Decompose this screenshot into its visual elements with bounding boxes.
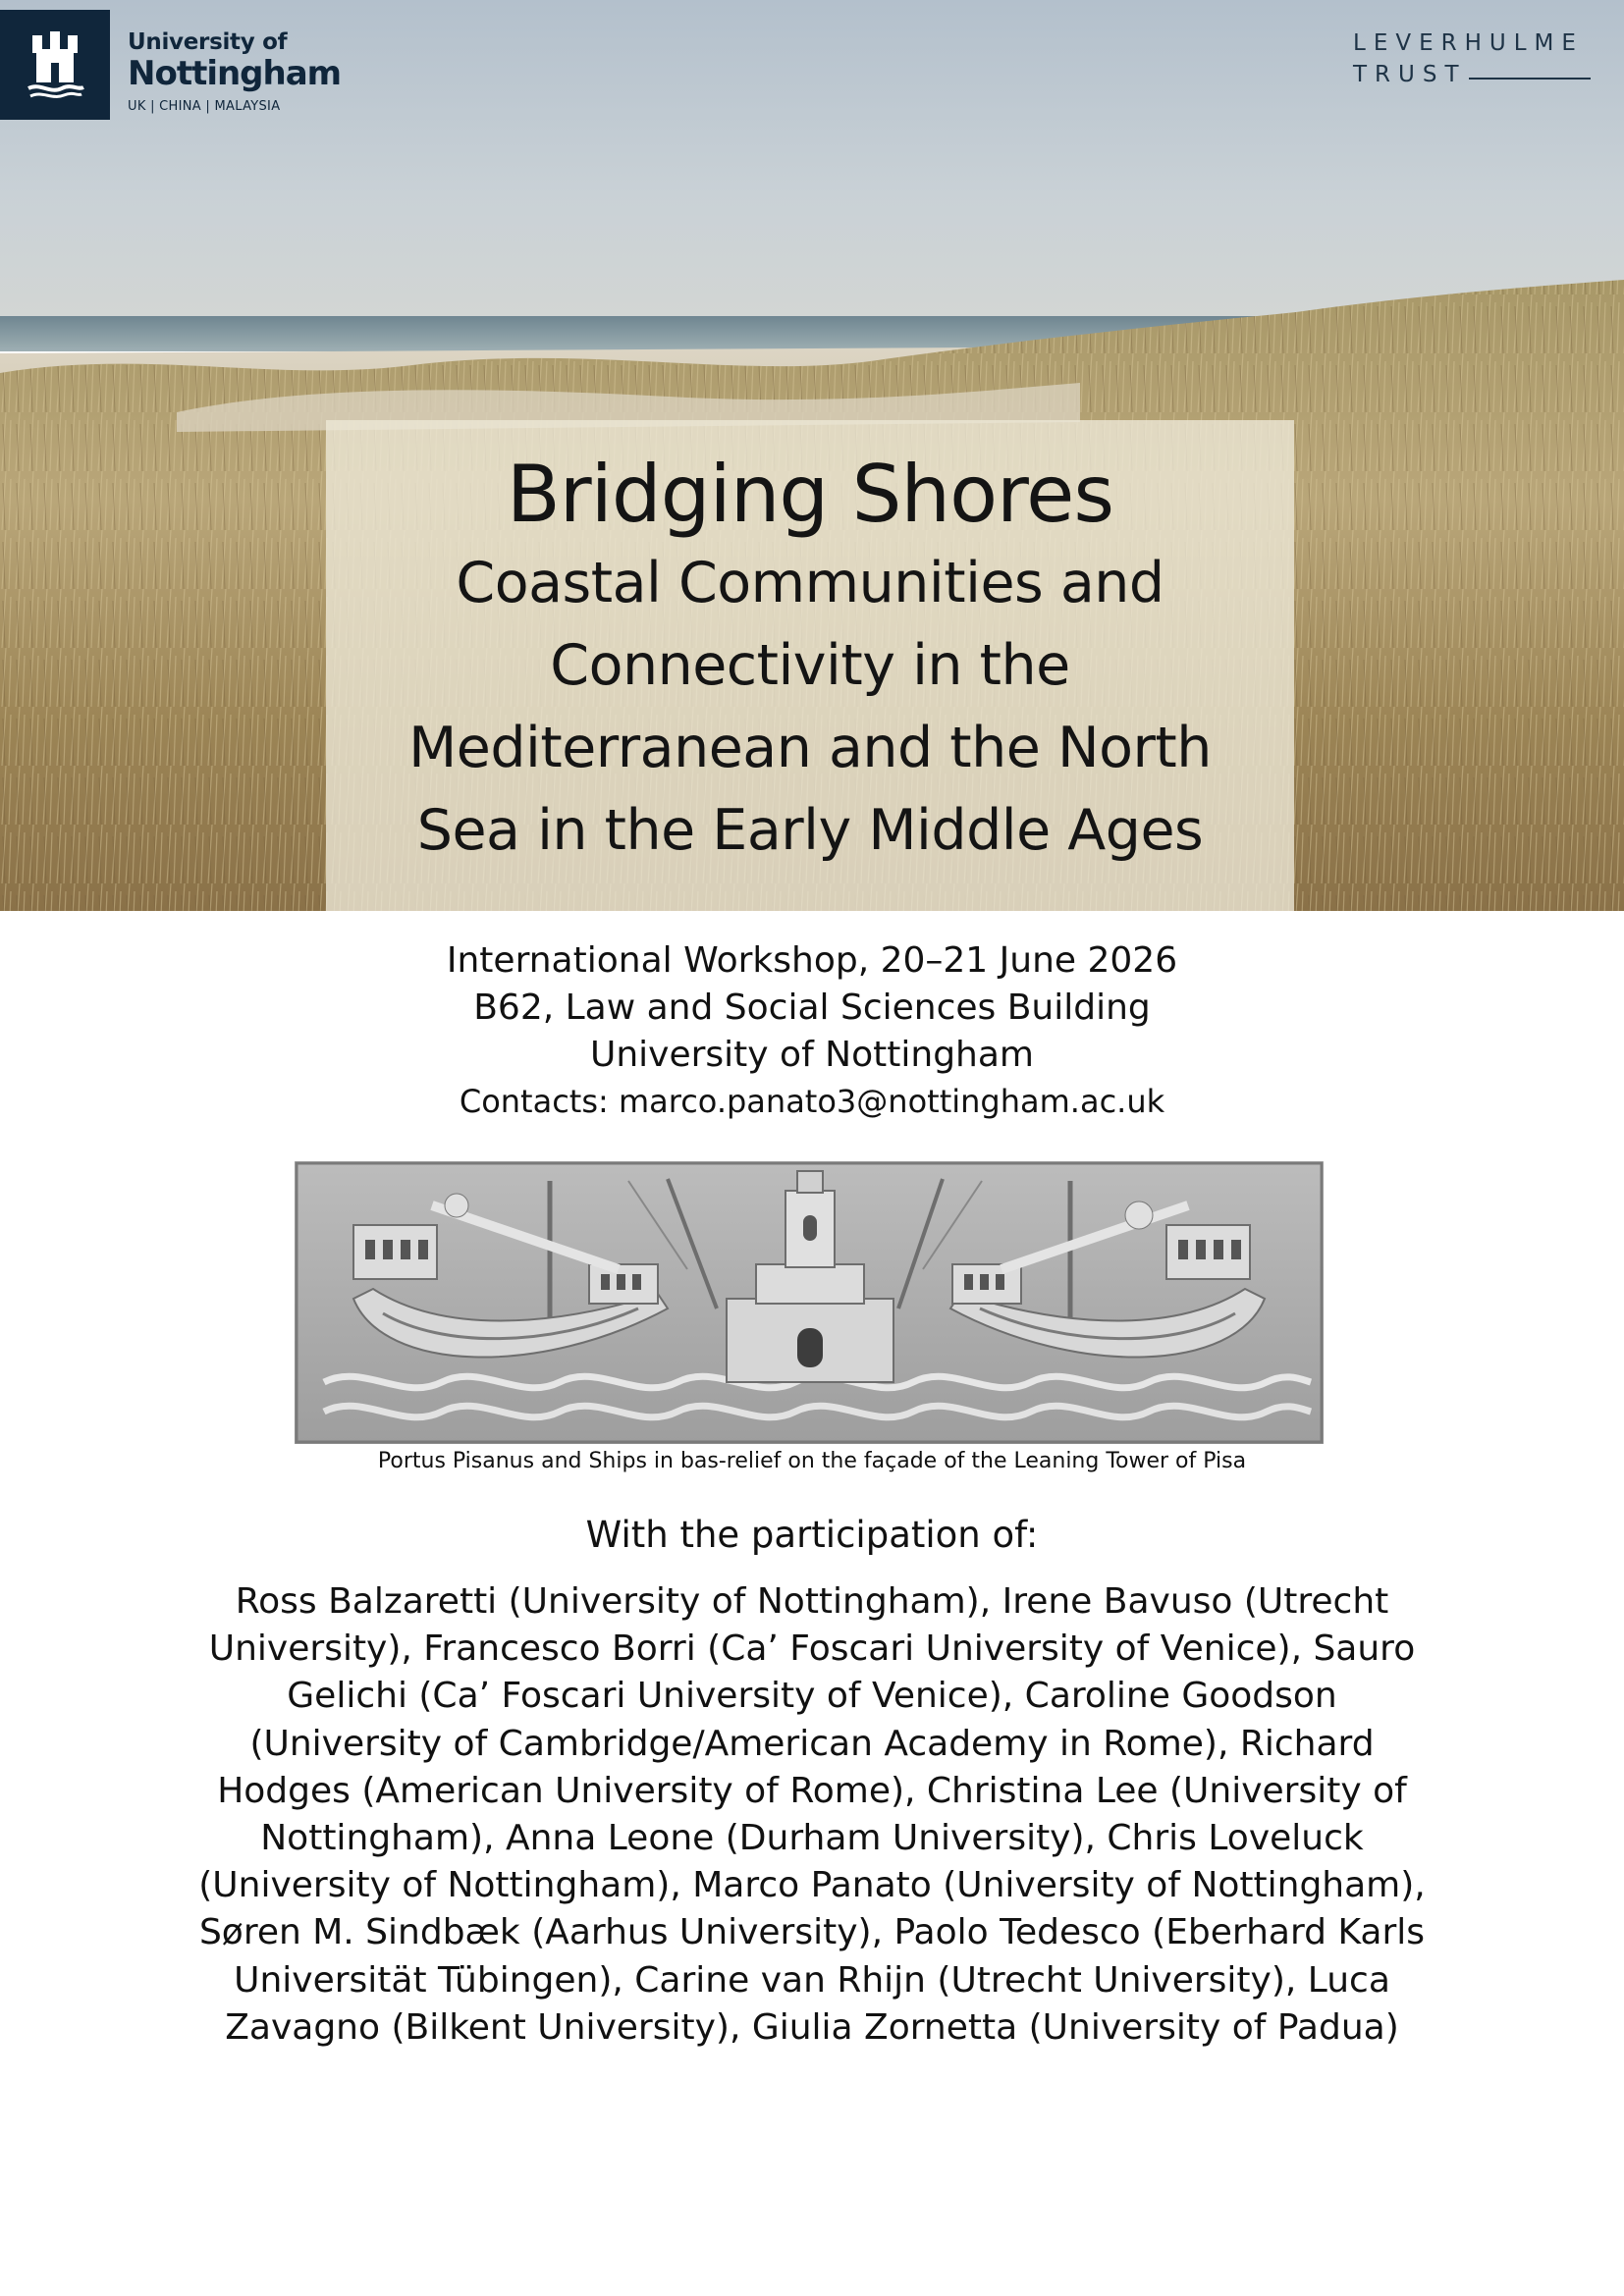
university-wordmark-line2: Nottingham bbox=[128, 54, 342, 93]
leverhulme-wordmark: LEVERHULME bbox=[1353, 30, 1584, 56]
participants-line: University), Francesco Borri (Ca’ Foscari University of Venice), Sauro bbox=[208, 1629, 1416, 1670]
participants-line: (University of Nottingham), Marco Panato (University of Nottingham), bbox=[198, 1865, 1426, 1906]
bas-relief-image bbox=[295, 1161, 1324, 1444]
participants-line: Nottingham), Anna Leone (Durham University), Chris Loveluck bbox=[260, 1818, 1364, 1859]
event-contact: Contacts: marco.panato3@nottingham.ac.uk bbox=[459, 1083, 1165, 1120]
title-panel bbox=[326, 420, 1294, 911]
participants-line: Universität Tübingen), Carine van Rhijn (Utrecht University), Luca bbox=[234, 1959, 1390, 2001]
university-crest-logo bbox=[0, 10, 110, 120]
trust-wordmark: TRUST bbox=[1353, 62, 1467, 87]
participants-line: Ross Balzaretti (University of Nottingham), Irene Bavuso (Utrecht bbox=[235, 1581, 1389, 1622]
subtitle-line-4: Sea in the Early Middle Ages bbox=[416, 798, 1204, 863]
bas-relief-ships-illustration bbox=[295, 1161, 1324, 1444]
event-institution: University of Nottingham bbox=[590, 1035, 1034, 1075]
event-venue: B62, Law and Social Sciences Building bbox=[473, 988, 1151, 1028]
subtitle-line-1: Coastal Communities and bbox=[456, 551, 1164, 615]
image-caption: Portus Pisanus and Ships in bas-relief on the façade of the Leaning Tower of Pisa bbox=[377, 1449, 1247, 1473]
participants-line: Hodges (American University of Rome), Christina Lee (University of bbox=[217, 1770, 1407, 1811]
participants-line: Søren M. Sindbæk (Aarhus University), Paolo Tedesco (Eberhard Karls bbox=[198, 1912, 1426, 1953]
university-wordmark-line1: University of bbox=[128, 29, 288, 55]
logo-underline bbox=[1469, 78, 1591, 80]
subtitle-line-2: Connectivity in the bbox=[550, 633, 1070, 698]
university-campuses: UK | CHINA | MALAYSIA bbox=[128, 99, 281, 114]
event-date: International Workshop, 20–21 June 2026 bbox=[446, 940, 1178, 981]
participants-list bbox=[177, 1578, 1447, 2052]
page-title: Bridging Shores bbox=[506, 449, 1114, 540]
castle-tower-icon bbox=[21, 26, 89, 104]
subtitle-line-3: Mediterranean and the North bbox=[408, 716, 1212, 780]
participants-line: Zavagno (Bilkent University), Giulia Zornetta (University of Padua) bbox=[225, 2006, 1399, 2048]
participants-line: Gelichi (Ca’ Foscari University of Venice), Caroline Goodson bbox=[287, 1676, 1337, 1717]
university-wordmark bbox=[128, 29, 341, 118]
leverhulme-trust-logo bbox=[1353, 29, 1591, 88]
participants-heading: With the participation of: bbox=[585, 1514, 1039, 1556]
participants-line: (University of Cambridge/American Academy in Rome), Richard bbox=[249, 1723, 1375, 1764]
